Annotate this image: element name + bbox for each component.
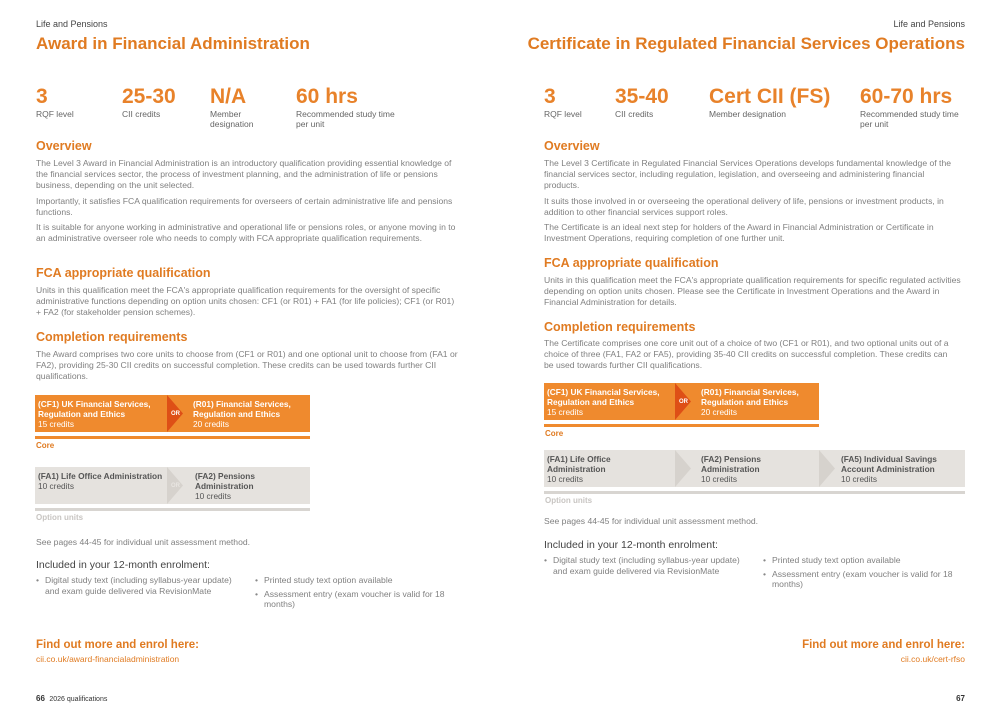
unit-fa5: (FA5) Individual Savings Account Administration 10 credits [819, 450, 965, 487]
stat-designation: N/A Member designation [210, 85, 254, 129]
stat-designation: Cert CII (FS) Member designation [709, 85, 831, 119]
unit-cf1: (CF1) UK Financial Services, Regulation and Ethics 15 credits OR [35, 395, 167, 432]
overview-paragraph: Importantly, it satisfies FCA qualification requirements for overseers of certain administrative life and pensions functions. [36, 196, 453, 217]
completion-paragraph: The Certificate comprises one core unit out of a choice of two (CF1 or R01), and two optional units out of a choice of three (FA1, FA2 or FA5), providing 35-40 CII credits on successful completion. These credits can be used towards further CII qualifications. [544, 338, 949, 370]
completion-heading: Completion requirements [544, 320, 696, 334]
page-footer [36, 694, 107, 703]
option-units [35, 467, 310, 504]
core-rule [35, 436, 310, 439]
enrol-link[interactable]: cii.co.uk/cert-rfso [900, 654, 965, 664]
list-item: • Assessment entry (exam voucher is valid for 18 months) [763, 569, 963, 590]
list-item: • Digital study text (including syllabus-year update) and exam guide delivered via RevisionMate [36, 575, 236, 596]
fca-paragraph: Units in this qualification meet the FCA's appropriate qualification requirements for specific regulated activities depending on option units chosen. Please see the Certificate in Investment Operations and the Award in Financial Administration for details. [544, 275, 961, 307]
included-list-1 [544, 555, 744, 579]
fca-heading: FCA appropriate qualification [36, 266, 211, 280]
core-rule [544, 424, 819, 427]
list-item: • Digital study text (including syllabus-year update) and exam guide delivered via RevisionMate [544, 555, 744, 576]
see-pages-note: See pages 44-45 for individual unit assessment method. [36, 537, 251, 547]
list-item: • Assessment entry (exam voucher is valid for 18 months) [255, 589, 455, 610]
stat-rqf: 3 RQF level [36, 85, 74, 119]
core-units [35, 395, 310, 432]
option-rule [35, 508, 310, 511]
core-label: Core [36, 441, 55, 450]
list-item: • Printed study text option available [255, 575, 455, 586]
unit-fa2: (FA2) Pensions Administration 10 credits [675, 450, 819, 487]
list-item: • Printed study text option available [763, 555, 963, 566]
overview-paragraph: It is suitable for anyone working in administrative and operational life or pensions roles, or anyone moving in to an administrative overseer role who needs to comply with FCA appropriate qualification requirements. [36, 222, 456, 243]
unit-r01: (R01) Financial Services, Regulation and Ethics 20 credits [167, 395, 310, 432]
fca-heading: FCA appropriate qualification [544, 256, 719, 270]
unit-fa1: (FA1) Life Office Administration 10 credits [544, 450, 675, 487]
included-list-2 [763, 555, 963, 593]
completion-heading: Completion requirements [36, 330, 188, 344]
included-heading: Included in your 12-month enrolment: [36, 559, 210, 571]
overview-paragraph: The Certificate is an ideal next step for holders of the Award in Financial Administration or Certificate in Investment Operations, requiring completion of one further unit. [544, 222, 934, 243]
included-heading: Included in your 12-month enrolment: [544, 539, 718, 551]
unit-fa2: (FA2) Pensions Administration 10 credits [167, 467, 310, 504]
unit-cf1: (CF1) UK Financial Services, Regulation and Ethics 15 credits OR [544, 383, 675, 420]
core-units [544, 383, 819, 420]
option-units [544, 450, 965, 487]
stat-study-time: 60-70 hrs Recommended study time per unit [860, 85, 959, 129]
find-out-more: Find out more and enrol here: [36, 639, 199, 651]
option-rule [544, 491, 965, 494]
see-pages-note: See pages 44-45 for individual unit assessment method. [544, 516, 759, 526]
unit-fa1: (FA1) Life Office Administration 10 credits OR [35, 467, 167, 504]
completion-paragraph: The Award comprises two core units to choose from (CF1 or R01) and one optional unit to choose from (FA1 or FA2), providing 25-30 CII credits on successful completion. These credits can be used towards further CII qualifications. [36, 349, 458, 381]
option-label: Option units [545, 496, 593, 505]
fca-paragraph: Units in this qualification meet the FCA's appropriate qualification requirements for the oversight of specific administrative functions depending on option units chosen: CF1 (or R01) + FA1 (for life policies); CF1 (or R01) + FA2 (for stakeholder pension schemes). [36, 285, 455, 317]
enrol-link[interactable]: cii.co.uk/award-financialadministration [36, 654, 180, 664]
option-label: Option units [36, 513, 84, 522]
included-list-1 [36, 575, 236, 599]
overview-paragraph: The Level 3 Award in Financial Administration is an introductory qualification providing essential knowledge of the financial services sector, the process of investment planning, and the administration of life or pensions business, depending on the unit selected. [36, 158, 452, 190]
included-list-2 [255, 575, 455, 613]
page-title: Award in Financial Administration [36, 34, 310, 53]
find-out-more: Find out more and enrol here: [802, 639, 965, 651]
section-kicker: Life and Pensions [893, 19, 965, 29]
overview-paragraph: The Level 3 Certificate in Regulated Financial Services Operations develops fundamental knowledge of the financial services sector, including regulation, legislation, and overseeing and administering financial products. [544, 158, 952, 190]
core-label: Core [545, 429, 564, 438]
right-page [500, 0, 1000, 721]
page-number: 66 [36, 694, 45, 703]
overview-heading: Overview [544, 139, 600, 153]
stat-credits: 35-40 CII credits [615, 85, 669, 119]
unit-r01: (R01) Financial Services, Regulation and Ethics 20 credits [675, 383, 819, 420]
page-number: 67 [956, 694, 965, 703]
overview-paragraph: It suits those involved in or overseeing the operational delivery of life, pensions or investment products, in addition to other financial services support roles. [544, 196, 944, 217]
footer-text: 2026 qualifications [49, 696, 108, 703]
overview-heading: Overview [36, 139, 92, 153]
section-kicker: Life and Pensions [36, 19, 108, 29]
stat-credits: 25-30 CII credits [122, 85, 176, 119]
page-title: Certificate in Regulated Financial Services Operations [527, 34, 965, 53]
stat-rqf: 3 RQF level [544, 85, 582, 119]
stat-study-time: 60 hrs Recommended study time per unit [296, 85, 395, 129]
